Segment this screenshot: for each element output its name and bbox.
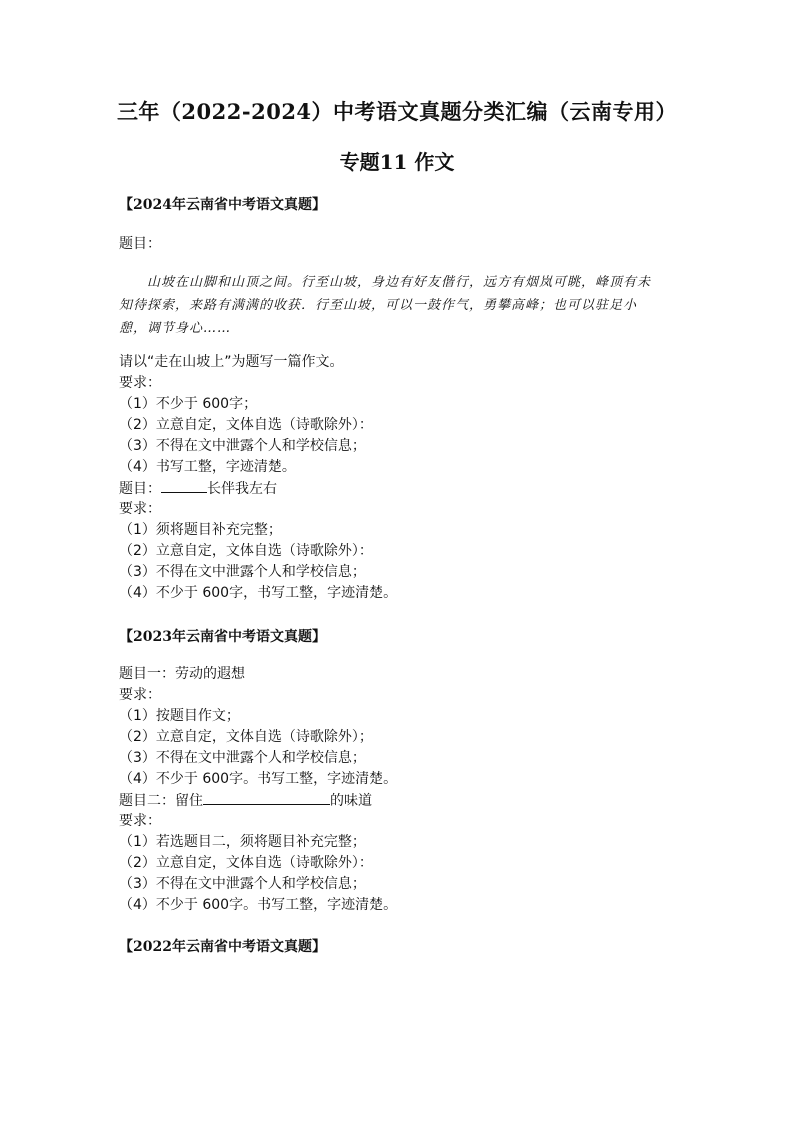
topic-label-2024: 题目： [119, 236, 161, 252]
requirement-item: （3）不得在文中泄露个人和学校信息； [119, 750, 366, 766]
instruction-2024: 请以“走在山坡上”为题写一篇作文。 [119, 354, 344, 370]
requirement-item: （2）立意自定，文体自选（诗歌除外）； [119, 729, 373, 745]
requirement-item: （3）不得在文中泄露个人和学校信息； [119, 876, 366, 892]
requirements-label: 要求： [119, 813, 161, 829]
topic1-2023: 题目一：劳动的遐想 [119, 666, 245, 682]
requirement-item: （4）不少于 600字。书写工整，字迹清楚。 [119, 897, 398, 913]
requirement-item: （1）按题目作文； [119, 708, 240, 724]
requirement-item: （4）不少于 600字，书写工整，字迹清楚。 [119, 585, 398, 601]
document-title: 三年（2022-2024）中考语文真题分类汇编（云南专用） [116, 99, 678, 124]
topic2-prefix: 题目： [119, 481, 161, 497]
requirement-item: （2）立意自定，文体自选（诗歌除外）： [119, 417, 373, 433]
requirements-label: 要求： [119, 501, 161, 517]
document-subtitle: 专题11 作文 [339, 150, 455, 174]
section-heading-2023: 【2023年云南省中考语文真题】 [119, 629, 326, 645]
requirement-item: （1）须将题目补充完整； [119, 522, 282, 538]
requirement-item: （3）不得在文中泄露个人和学校信息； [119, 564, 366, 580]
prompt-paragraph-2024: 山坡在山脚和山顶之间。行至山坡，身边有好友偕行，远方有烟岚可眺，峰顶有未知待探索，来路有满满的收获．行至山坡，可以一鼓作气，勇攀高峰；也可以驻足小憩，调节身心…… [119, 275, 652, 336]
requirement-item: （1）若选题目二，须将题目补充完整； [119, 834, 366, 850]
topic2-suffix: 长伴我左右 [207, 481, 277, 497]
requirement-item: （4）不少于 600字。书写工整，字迹清楚。 [119, 771, 398, 787]
requirement-item: （4）书写工整，字迹清楚。 [119, 459, 296, 475]
section-heading-2022: 【2022年云南省中考语文真题】 [119, 939, 326, 955]
requirement-item: （3）不得在文中泄露个人和学校信息； [119, 438, 366, 454]
section-heading-2024: 【2024年云南省中考语文真题】 [119, 197, 326, 213]
requirements-label: 要求： [119, 687, 161, 703]
topic2-2023 [119, 790, 372, 811]
topic2-suffix: 的味道 [330, 793, 372, 809]
requirements-label: 要求： [119, 375, 161, 391]
fill-in-blank [203, 790, 330, 805]
requirement-item: （1）不少于 600字； [119, 396, 258, 412]
fill-in-blank [161, 478, 207, 493]
topic2-prefix: 题目二：留住 [119, 793, 203, 809]
requirement-item: （2）立意自定，文体自选（诗歌除外）： [119, 855, 373, 871]
requirement-item: （2）立意自定，文体自选（诗歌除外）： [119, 543, 373, 559]
topic2-2024 [119, 478, 277, 499]
